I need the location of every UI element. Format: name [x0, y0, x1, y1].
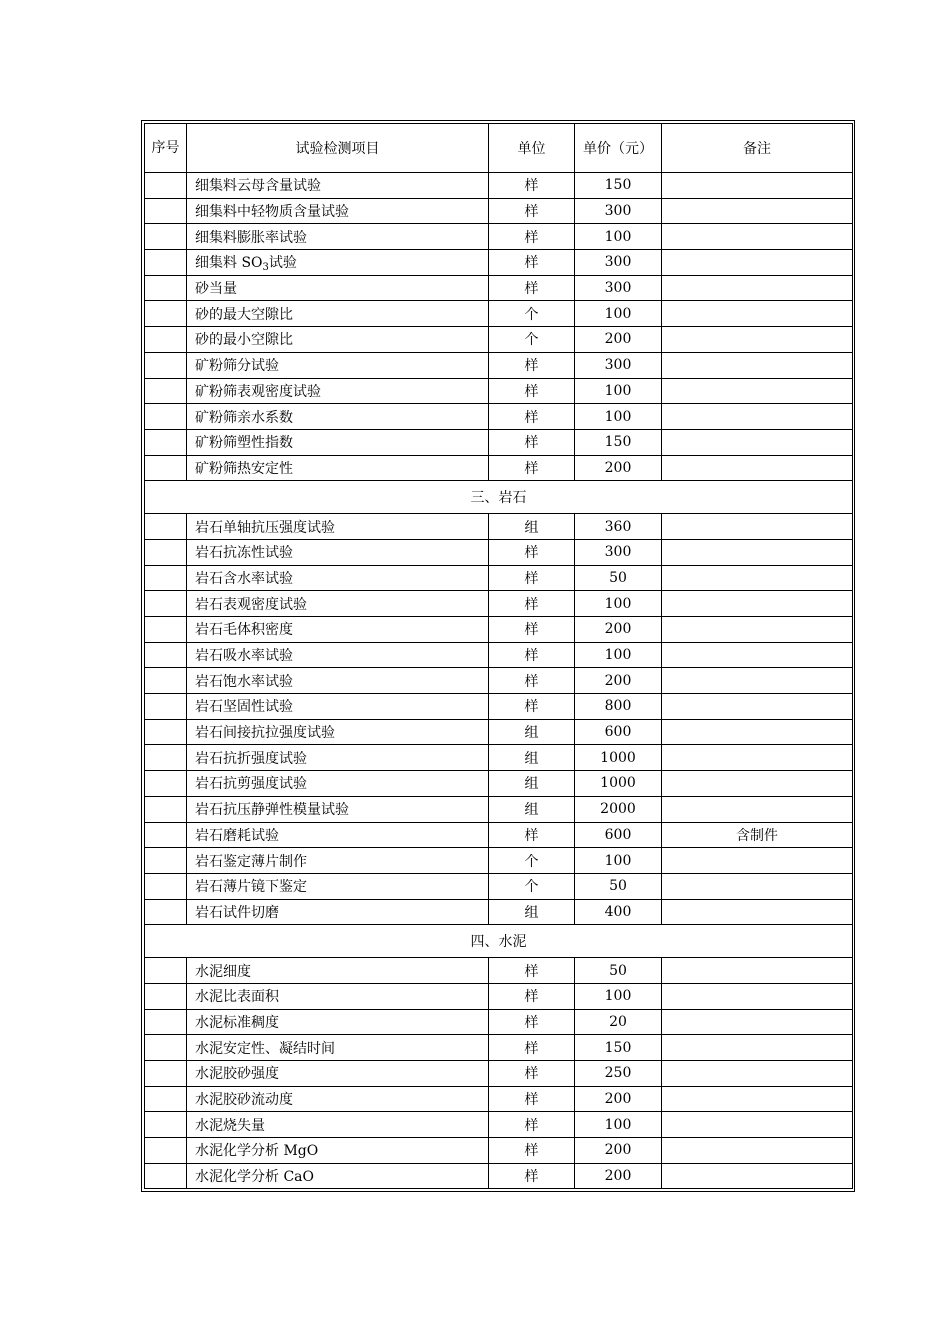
cell-note	[662, 539, 853, 565]
cell-price: 800	[575, 694, 662, 720]
cell-seq	[145, 1163, 187, 1189]
cell-unit: 样	[489, 1035, 575, 1061]
cell-price: 150	[575, 1035, 662, 1061]
cell-unit: 样	[489, 694, 575, 720]
cell-seq	[145, 404, 187, 430]
table-row	[145, 539, 853, 565]
cell-seq	[145, 796, 187, 822]
cell-price: 600	[575, 719, 662, 745]
header-seq: 序号	[145, 124, 187, 173]
price-table-frame	[141, 120, 855, 1192]
cell-seq	[145, 429, 187, 455]
table-row	[145, 378, 853, 404]
cell-unit: 样	[489, 642, 575, 668]
cell-note	[662, 565, 853, 591]
cell-unit: 样	[489, 429, 575, 455]
cell-note	[662, 1086, 853, 1112]
cell-price: 200	[575, 327, 662, 353]
table-body	[145, 173, 853, 1189]
cell-price: 100	[575, 378, 662, 404]
section-title: 三、岩石	[145, 481, 853, 514]
cell-note	[662, 1009, 853, 1035]
cell-item-name: 水泥胶砂流动度	[187, 1086, 489, 1112]
cell-price: 200	[575, 617, 662, 643]
table-row	[145, 694, 853, 720]
cell-seq	[145, 1112, 187, 1138]
table-row	[145, 198, 853, 224]
cell-price: 100	[575, 301, 662, 327]
cell-price: 2000	[575, 796, 662, 822]
cell-item-name: 矿粉筛亲水系数	[187, 404, 489, 430]
cell-item-name: 岩石吸水率试验	[187, 642, 489, 668]
cell-item-name: 水泥化学分析 MgO	[187, 1138, 489, 1164]
cell-item-name: 岩石薄片镜下鉴定	[187, 873, 489, 899]
cell-item-name: 岩石坚固性试验	[187, 694, 489, 720]
table-row	[145, 1035, 853, 1061]
cell-unit: 样	[489, 352, 575, 378]
cell-seq	[145, 224, 187, 250]
table-row	[145, 899, 853, 925]
cell-note	[662, 250, 853, 276]
cell-seq	[145, 642, 187, 668]
cell-price: 100	[575, 642, 662, 668]
cell-seq	[145, 983, 187, 1009]
cell-note	[662, 873, 853, 899]
cell-seq	[145, 539, 187, 565]
cell-price: 20	[575, 1009, 662, 1035]
cell-item-name: 水泥烧失量	[187, 1112, 489, 1138]
cell-item-name: 矿粉筛热安定性	[187, 455, 489, 481]
cell-note	[662, 173, 853, 199]
cell-item-name: 水泥安定性、凝结时间	[187, 1035, 489, 1061]
cell-price: 300	[575, 539, 662, 565]
cell-price: 300	[575, 198, 662, 224]
table-row	[145, 983, 853, 1009]
table-row	[145, 514, 853, 540]
cell-price: 200	[575, 455, 662, 481]
cell-unit: 个	[489, 873, 575, 899]
cell-price: 200	[575, 668, 662, 694]
cell-unit: 样	[489, 1086, 575, 1112]
cell-note	[662, 429, 853, 455]
cell-note	[662, 1061, 853, 1087]
cell-item-name: 矿粉筛塑性指数	[187, 429, 489, 455]
cell-price: 100	[575, 591, 662, 617]
cell-price: 100	[575, 404, 662, 430]
table-row	[145, 352, 853, 378]
table-row	[145, 642, 853, 668]
cell-unit: 样	[489, 1112, 575, 1138]
cell-price: 1000	[575, 771, 662, 797]
cell-seq	[145, 1138, 187, 1164]
cell-item-name: 岩石抗压静弹性模量试验	[187, 796, 489, 822]
cell-seq	[145, 565, 187, 591]
cell-seq	[145, 455, 187, 481]
cell-item-name: 矿粉筛表观密度试验	[187, 378, 489, 404]
cell-unit: 样	[489, 1061, 575, 1087]
cell-note	[662, 455, 853, 481]
cell-price: 200	[575, 1138, 662, 1164]
cell-item-name: 岩石抗冻性试验	[187, 539, 489, 565]
cell-price: 100	[575, 224, 662, 250]
cell-note	[662, 694, 853, 720]
cell-item-name: 岩石表观密度试验	[187, 591, 489, 617]
cell-seq	[145, 668, 187, 694]
cell-item-name: 细集料中轻物质含量试验	[187, 198, 489, 224]
cell-unit: 个	[489, 848, 575, 874]
table-row	[145, 327, 853, 353]
cell-item-name: 矿粉筛分试验	[187, 352, 489, 378]
table-row	[145, 224, 853, 250]
cell-item-name: 岩石抗剪强度试验	[187, 771, 489, 797]
cell-seq	[145, 1086, 187, 1112]
cell-seq	[145, 301, 187, 327]
cell-seq	[145, 617, 187, 643]
cell-item-name: 岩石鉴定薄片制作	[187, 848, 489, 874]
header-price: 单价（元）	[575, 124, 662, 173]
table-row	[145, 591, 853, 617]
cell-seq	[145, 958, 187, 984]
cell-seq	[145, 327, 187, 353]
header-unit: 单位	[489, 124, 575, 173]
cell-note	[662, 617, 853, 643]
cell-price: 200	[575, 1086, 662, 1112]
table-row	[145, 173, 853, 199]
cell-item-name: 细集料 $SO_3$试验	[187, 250, 489, 276]
cell-unit: 样	[489, 668, 575, 694]
cell-price: 100	[575, 848, 662, 874]
cell-item-name: 水泥细度	[187, 958, 489, 984]
cell-unit: 样	[489, 1163, 575, 1189]
cell-note	[662, 899, 853, 925]
cell-seq	[145, 745, 187, 771]
cell-unit: 样	[489, 173, 575, 199]
cell-note	[662, 327, 853, 353]
cell-item-name: 水泥化学分析 CaO	[187, 1163, 489, 1189]
cell-note	[662, 983, 853, 1009]
cell-note	[662, 378, 853, 404]
cell-item-name: 岩石磨耗试验	[187, 822, 489, 848]
section-row	[145, 925, 853, 958]
table-header-row	[145, 124, 853, 173]
table-row	[145, 429, 853, 455]
cell-note	[662, 224, 853, 250]
cell-unit: 组	[489, 899, 575, 925]
cell-unit: 样	[489, 591, 575, 617]
price-table	[144, 123, 853, 1189]
cell-item-name: 细集料云母含量试验	[187, 173, 489, 199]
cell-note	[662, 719, 853, 745]
cell-item-name: 岩石饱水率试验	[187, 668, 489, 694]
cell-unit: 样	[489, 822, 575, 848]
cell-seq	[145, 1035, 187, 1061]
table-row	[145, 565, 853, 591]
table-row	[145, 822, 853, 848]
cell-unit: 样	[489, 404, 575, 430]
cell-item-name: 细集料膨胀率试验	[187, 224, 489, 250]
cell-seq	[145, 250, 187, 276]
cell-note	[662, 591, 853, 617]
cell-item-name: 岩石抗折强度试验	[187, 745, 489, 771]
table-row	[145, 1163, 853, 1189]
header-note: 备注	[662, 124, 853, 173]
cell-seq	[145, 352, 187, 378]
table-row	[145, 275, 853, 301]
cell-item-name: 水泥标准稠度	[187, 1009, 489, 1035]
cell-note	[662, 1112, 853, 1138]
table-row	[145, 719, 853, 745]
cell-price: 250	[575, 1061, 662, 1087]
cell-unit: 组	[489, 514, 575, 540]
cell-note	[662, 958, 853, 984]
cell-item-name: 水泥胶砂强度	[187, 1061, 489, 1087]
cell-item-name: 岩石含水率试验	[187, 565, 489, 591]
cell-seq	[145, 198, 187, 224]
table-row	[145, 1009, 853, 1035]
cell-unit: 样	[489, 958, 575, 984]
cell-seq	[145, 378, 187, 404]
cell-unit: 样	[489, 455, 575, 481]
table-row	[145, 771, 853, 797]
table-row	[145, 1061, 853, 1087]
cell-note	[662, 848, 853, 874]
cell-unit: 样	[489, 565, 575, 591]
cell-note	[662, 514, 853, 540]
cell-price: 50	[575, 958, 662, 984]
table-row	[145, 1112, 853, 1138]
cell-note	[662, 745, 853, 771]
table-row	[145, 796, 853, 822]
cell-item-name: 岩石单轴抗压强度试验	[187, 514, 489, 540]
cell-note	[662, 301, 853, 327]
cell-note	[662, 198, 853, 224]
cell-price: 300	[575, 275, 662, 301]
table-row	[145, 617, 853, 643]
cell-unit: 组	[489, 771, 575, 797]
table-row	[145, 745, 853, 771]
cell-note	[662, 352, 853, 378]
cell-note: 含制件	[662, 822, 853, 848]
cell-seq	[145, 848, 187, 874]
cell-unit: 组	[489, 745, 575, 771]
table-row	[145, 848, 853, 874]
cell-item-name: 砂的最大空隙比	[187, 301, 489, 327]
cell-unit: 样	[489, 198, 575, 224]
table-row	[145, 455, 853, 481]
table-row	[145, 1086, 853, 1112]
cell-item-name: 岩石毛体积密度	[187, 617, 489, 643]
cell-seq	[145, 719, 187, 745]
cell-unit: 样	[489, 1009, 575, 1035]
cell-unit: 个	[489, 327, 575, 353]
cell-seq	[145, 591, 187, 617]
cell-seq	[145, 822, 187, 848]
section-row	[145, 481, 853, 514]
cell-note	[662, 404, 853, 430]
cell-unit: 样	[489, 1138, 575, 1164]
cell-item-name: 砂当量	[187, 275, 489, 301]
cell-note	[662, 1035, 853, 1061]
cell-price: 600	[575, 822, 662, 848]
cell-price: 400	[575, 899, 662, 925]
cell-unit: 样	[489, 275, 575, 301]
cell-note	[662, 275, 853, 301]
cell-price: 150	[575, 173, 662, 199]
cell-unit: 样	[489, 617, 575, 643]
cell-price: 360	[575, 514, 662, 540]
cell-price: 50	[575, 873, 662, 899]
cell-price: 200	[575, 1163, 662, 1189]
cell-item-name: 岩石试件切磨	[187, 899, 489, 925]
cell-seq	[145, 275, 187, 301]
cell-note	[662, 1138, 853, 1164]
cell-price: 300	[575, 250, 662, 276]
cell-seq	[145, 694, 187, 720]
cell-unit: 样	[489, 539, 575, 565]
cell-seq	[145, 173, 187, 199]
cell-note	[662, 642, 853, 668]
cell-note	[662, 771, 853, 797]
table-row	[145, 958, 853, 984]
cell-seq	[145, 899, 187, 925]
cell-item-name: 水泥比表面积	[187, 983, 489, 1009]
table-row	[145, 1138, 853, 1164]
cell-unit: 组	[489, 796, 575, 822]
cell-unit: 样	[489, 983, 575, 1009]
cell-price: 100	[575, 1112, 662, 1138]
table-row	[145, 668, 853, 694]
cell-price: 1000	[575, 745, 662, 771]
cell-note	[662, 1163, 853, 1189]
cell-seq	[145, 1061, 187, 1087]
cell-note	[662, 796, 853, 822]
cell-price: 300	[575, 352, 662, 378]
cell-seq	[145, 771, 187, 797]
cell-seq	[145, 1009, 187, 1035]
header-item: 试验检测项目	[187, 124, 489, 173]
cell-seq	[145, 514, 187, 540]
cell-unit: 个	[489, 301, 575, 327]
cell-seq	[145, 873, 187, 899]
table-row	[145, 301, 853, 327]
cell-unit: 样	[489, 250, 575, 276]
cell-price: 50	[575, 565, 662, 591]
cell-unit: 样	[489, 224, 575, 250]
cell-price: 100	[575, 983, 662, 1009]
cell-note	[662, 668, 853, 694]
section-title: 四、水泥	[145, 925, 853, 958]
cell-item-name: 砂的最小空隙比	[187, 327, 489, 353]
table-row	[145, 873, 853, 899]
cell-unit: 组	[489, 719, 575, 745]
cell-price: 150	[575, 429, 662, 455]
table-row	[145, 250, 853, 276]
cell-unit: 样	[489, 378, 575, 404]
cell-item-name: 岩石间接抗拉强度试验	[187, 719, 489, 745]
table-row	[145, 404, 853, 430]
